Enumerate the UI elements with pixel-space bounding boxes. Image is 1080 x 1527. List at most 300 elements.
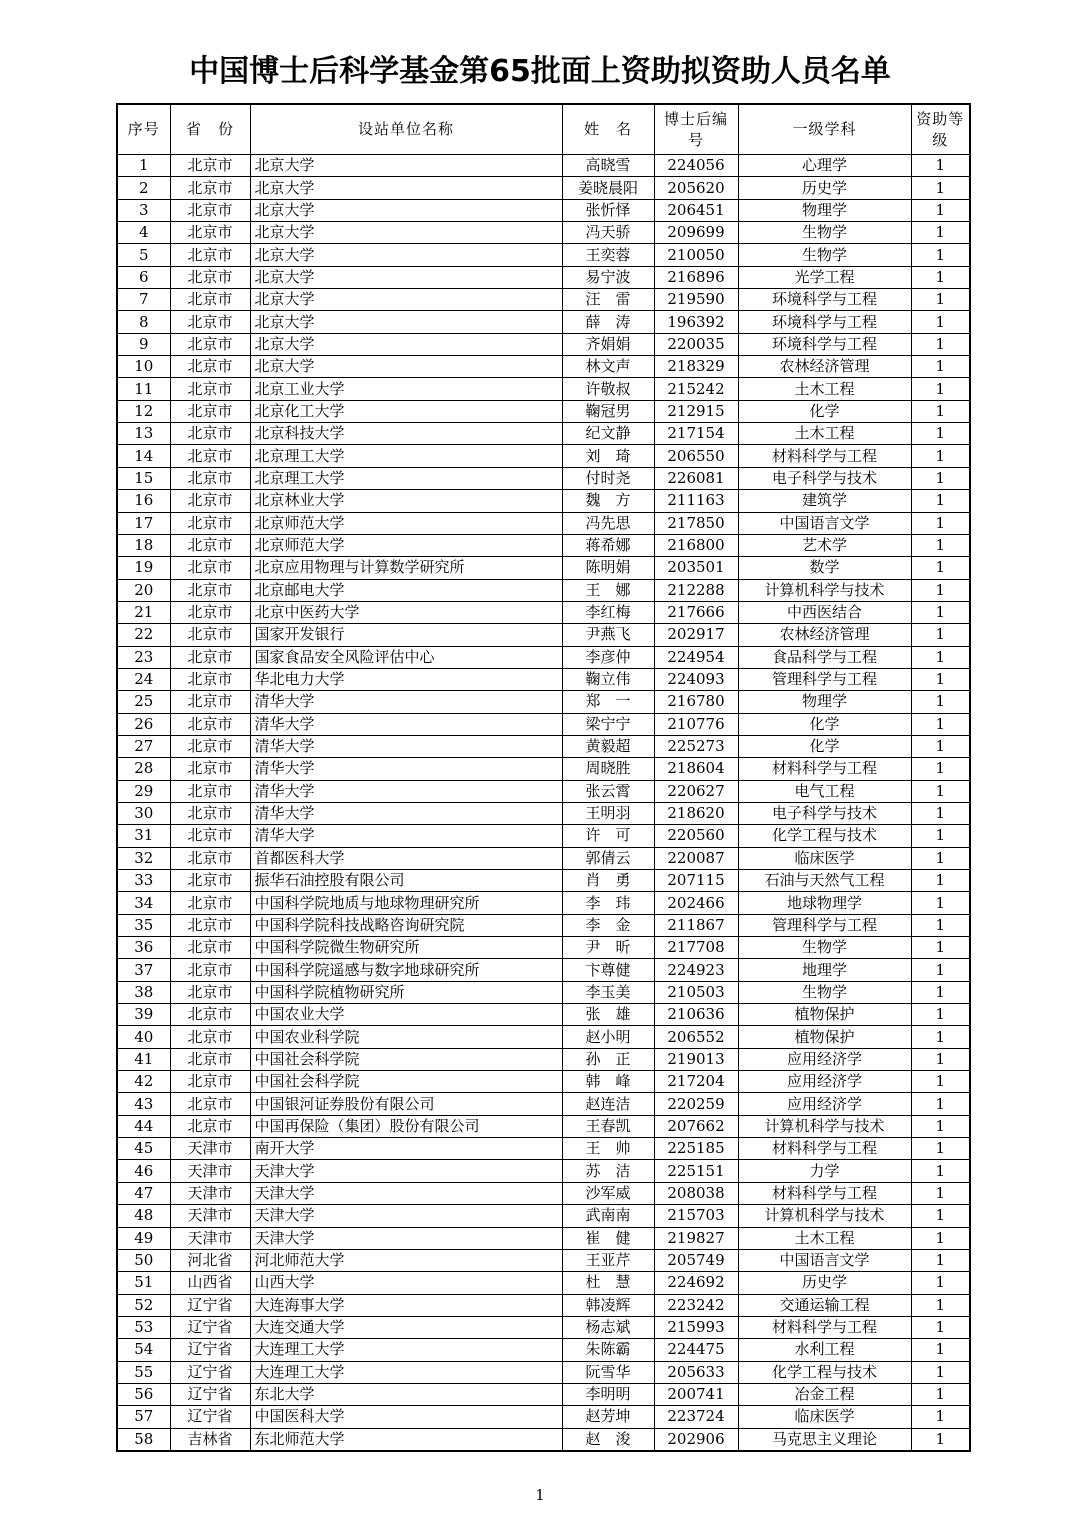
cell-name: 李彦仲 (562, 646, 654, 668)
cell-province: 北京市 (170, 534, 250, 556)
table-row (117, 177, 970, 199)
cell-index: 18 (117, 534, 170, 556)
cell-discipline: 建筑学 (738, 490, 911, 512)
cell-province: 山西省 (170, 1272, 250, 1294)
cell-index: 38 (117, 981, 170, 1003)
cell-discipline: 植物保护 (738, 1004, 911, 1026)
cell-grade: 1 (911, 155, 970, 177)
cell-discipline: 材料科学与工程 (738, 1138, 911, 1160)
cell-discipline: 应用经济学 (738, 1071, 911, 1093)
header-index: 序号 (117, 104, 170, 155)
table-row (117, 668, 970, 690)
table-row (117, 735, 970, 757)
cell-name: 蒋希娜 (562, 534, 654, 556)
table-row (117, 244, 970, 266)
cell-discipline: 应用经济学 (738, 1093, 911, 1115)
cell-name: 李 金 (562, 914, 654, 936)
cell-name: 赵小明 (562, 1026, 654, 1048)
cell-grade: 1 (911, 1160, 970, 1182)
cell-province: 北京市 (170, 467, 250, 489)
cell-grade: 1 (911, 266, 970, 288)
cell-name: 尹燕飞 (562, 624, 654, 646)
cell-index: 32 (117, 847, 170, 869)
cell-postdoc-id: 215703 (654, 1205, 738, 1227)
cell-unit: 大连海事大学 (250, 1294, 562, 1316)
cell-postdoc-id: 205749 (654, 1249, 738, 1271)
cell-grade: 1 (911, 981, 970, 1003)
cell-grade: 1 (911, 691, 970, 713)
cell-province: 北京市 (170, 311, 250, 333)
cell-postdoc-id: 217204 (654, 1071, 738, 1093)
cell-province: 北京市 (170, 937, 250, 959)
cell-postdoc-id: 210050 (654, 244, 738, 266)
cell-name: 刘 琦 (562, 445, 654, 467)
cell-unit: 河北师范大学 (250, 1249, 562, 1271)
cell-province: 北京市 (170, 378, 250, 400)
table-row (117, 512, 970, 534)
cell-postdoc-id: 219590 (654, 289, 738, 311)
cell-province: 北京市 (170, 333, 250, 355)
cell-name: 尹 昕 (562, 937, 654, 959)
cell-discipline: 历史学 (738, 1272, 911, 1294)
cell-discipline: 石油与天然气工程 (738, 870, 911, 892)
cell-name: 林文声 (562, 356, 654, 378)
cell-province: 北京市 (170, 780, 250, 802)
table-row (117, 1294, 970, 1316)
cell-grade: 1 (911, 1406, 970, 1428)
cell-province: 北京市 (170, 400, 250, 422)
cell-province: 北京市 (170, 423, 250, 445)
cell-grade: 1 (911, 467, 970, 489)
cell-name: 付时尧 (562, 467, 654, 489)
cell-postdoc-id: 215993 (654, 1316, 738, 1338)
table-row (117, 780, 970, 802)
cell-unit: 振华石油控股有限公司 (250, 870, 562, 892)
cell-grade: 1 (911, 378, 970, 400)
cell-name: 薛 涛 (562, 311, 654, 333)
cell-discipline: 物理学 (738, 199, 911, 221)
cell-province: 北京市 (170, 691, 250, 713)
table-row (117, 1093, 970, 1115)
cell-province: 北京市 (170, 244, 250, 266)
cell-province: 北京市 (170, 1048, 250, 1070)
cell-discipline: 管理科学与工程 (738, 668, 911, 690)
cell-province: 北京市 (170, 1004, 250, 1026)
cell-grade: 1 (911, 1026, 970, 1048)
cell-index: 37 (117, 959, 170, 981)
cell-unit: 清华大学 (250, 802, 562, 824)
cell-name: 肖 勇 (562, 870, 654, 892)
cell-grade: 1 (911, 1294, 970, 1316)
table-row (117, 311, 970, 333)
table-row (117, 222, 970, 244)
cell-grade: 1 (911, 668, 970, 690)
cell-grade: 1 (911, 1071, 970, 1093)
cell-province: 北京市 (170, 735, 250, 757)
cell-unit: 华北电力大学 (250, 668, 562, 690)
cell-unit: 中国科学院地质与地球物理研究所 (250, 892, 562, 914)
cell-postdoc-id: 207115 (654, 870, 738, 892)
header-unit: 设站单位名称 (250, 104, 562, 155)
cell-grade: 1 (911, 356, 970, 378)
cell-discipline: 材料科学与工程 (738, 1316, 911, 1338)
cell-index: 30 (117, 802, 170, 824)
cell-postdoc-id: 220627 (654, 780, 738, 802)
cell-discipline: 食品科学与工程 (738, 646, 911, 668)
cell-unit: 山西大学 (250, 1272, 562, 1294)
cell-province: 辽宁省 (170, 1383, 250, 1405)
cell-index: 27 (117, 735, 170, 757)
cell-discipline: 土木工程 (738, 1227, 911, 1249)
cell-name: 冯先思 (562, 512, 654, 534)
funding-roster-table (116, 103, 971, 1452)
cell-postdoc-id: 206552 (654, 1026, 738, 1048)
cell-unit: 中国农业科学院 (250, 1026, 562, 1048)
cell-index: 45 (117, 1138, 170, 1160)
cell-discipline: 心理学 (738, 155, 911, 177)
cell-postdoc-id: 225185 (654, 1138, 738, 1160)
cell-index: 26 (117, 713, 170, 735)
cell-index: 19 (117, 557, 170, 579)
cell-province: 北京市 (170, 624, 250, 646)
page-number: 1 (535, 1486, 545, 1504)
cell-province: 北京市 (170, 289, 250, 311)
cell-discipline: 数学 (738, 557, 911, 579)
cell-name: 王 娜 (562, 579, 654, 601)
table-row (117, 758, 970, 780)
cell-index: 17 (117, 512, 170, 534)
cell-province: 北京市 (170, 490, 250, 512)
cell-postdoc-id: 207662 (654, 1115, 738, 1137)
cell-unit: 北京理工大学 (250, 467, 562, 489)
table-row (117, 1249, 970, 1271)
cell-index: 24 (117, 668, 170, 690)
cell-index: 52 (117, 1294, 170, 1316)
document-title: 中国博士后科学基金第65批面上资助拟资助人员名单 (189, 54, 891, 89)
cell-grade: 1 (911, 1205, 970, 1227)
cell-postdoc-id: 216800 (654, 534, 738, 556)
cell-unit: 北京中医药大学 (250, 601, 562, 623)
cell-name: 周晓胜 (562, 758, 654, 780)
cell-postdoc-id: 202906 (654, 1428, 738, 1451)
cell-province: 河北省 (170, 1249, 250, 1271)
cell-unit: 清华大学 (250, 780, 562, 802)
cell-province: 辽宁省 (170, 1294, 250, 1316)
cell-name: 李 玮 (562, 892, 654, 914)
cell-province: 北京市 (170, 177, 250, 199)
cell-grade: 1 (911, 646, 970, 668)
cell-province: 吉林省 (170, 1428, 250, 1451)
cell-discipline: 水利工程 (738, 1339, 911, 1361)
table-row (117, 1048, 970, 1070)
header-discipline: 一级学科 (738, 104, 911, 155)
cell-name: 王明羽 (562, 802, 654, 824)
cell-unit: 中国科学院微生物研究所 (250, 937, 562, 959)
cell-discipline: 生物学 (738, 244, 911, 266)
cell-discipline: 环境科学与工程 (738, 333, 911, 355)
cell-grade: 1 (911, 445, 970, 467)
cell-discipline: 化学 (738, 735, 911, 757)
table-row (117, 378, 970, 400)
table-row (117, 1227, 970, 1249)
cell-grade: 1 (911, 601, 970, 623)
cell-grade: 1 (911, 222, 970, 244)
cell-index: 34 (117, 892, 170, 914)
cell-name: 沙军威 (562, 1182, 654, 1204)
table-row (117, 1026, 970, 1048)
cell-grade: 1 (911, 937, 970, 959)
cell-province: 北京市 (170, 1071, 250, 1093)
cell-index: 13 (117, 423, 170, 445)
cell-unit: 北京大学 (250, 333, 562, 355)
cell-discipline: 生物学 (738, 981, 911, 1003)
cell-unit: 北京师范大学 (250, 512, 562, 534)
cell-province: 北京市 (170, 356, 250, 378)
cell-postdoc-id: 216896 (654, 266, 738, 288)
cell-unit: 北京科技大学 (250, 423, 562, 445)
cell-index: 21 (117, 601, 170, 623)
cell-discipline: 土木工程 (738, 378, 911, 400)
cell-province: 天津市 (170, 1160, 250, 1182)
table-row (117, 445, 970, 467)
cell-grade: 1 (911, 579, 970, 601)
cell-name: 阮雪华 (562, 1361, 654, 1383)
cell-unit: 北京大学 (250, 356, 562, 378)
cell-grade: 1 (911, 892, 970, 914)
cell-unit: 中国科学院科技战略咨询研究院 (250, 914, 562, 936)
cell-name: 朱陈霸 (562, 1339, 654, 1361)
table-row (117, 713, 970, 735)
cell-unit: 北京应用物理与计算数学研究所 (250, 557, 562, 579)
cell-name: 黄毅超 (562, 735, 654, 757)
cell-unit: 清华大学 (250, 825, 562, 847)
cell-postdoc-id: 224692 (654, 1272, 738, 1294)
table-header-row (117, 104, 970, 155)
table-row (117, 289, 970, 311)
cell-index: 44 (117, 1115, 170, 1137)
cell-province: 北京市 (170, 668, 250, 690)
cell-province: 北京市 (170, 512, 250, 534)
cell-unit: 北京师范大学 (250, 534, 562, 556)
cell-name: 李红梅 (562, 601, 654, 623)
cell-postdoc-id: 220560 (654, 825, 738, 847)
cell-index: 25 (117, 691, 170, 713)
cell-discipline: 计算机科学与技术 (738, 1115, 911, 1137)
cell-discipline: 电子科学与技术 (738, 802, 911, 824)
cell-name: 李玉美 (562, 981, 654, 1003)
cell-discipline: 中国语言文学 (738, 1249, 911, 1271)
cell-grade: 1 (911, 199, 970, 221)
cell-name: 武南南 (562, 1205, 654, 1227)
table-row (117, 1160, 970, 1182)
cell-discipline: 地球物理学 (738, 892, 911, 914)
cell-name: 赵连洁 (562, 1093, 654, 1115)
cell-discipline: 计算机科学与技术 (738, 579, 911, 601)
cell-postdoc-id: 220259 (654, 1093, 738, 1115)
table-row (117, 802, 970, 824)
cell-unit: 北京大学 (250, 266, 562, 288)
cell-postdoc-id: 208038 (654, 1182, 738, 1204)
cell-grade: 1 (911, 1428, 970, 1451)
cell-index: 2 (117, 177, 170, 199)
cell-grade: 1 (911, 490, 970, 512)
cell-name: 陈明娟 (562, 557, 654, 579)
cell-unit: 中国医科大学 (250, 1406, 562, 1428)
cell-grade: 1 (911, 1115, 970, 1137)
cell-postdoc-id: 211867 (654, 914, 738, 936)
table-row (117, 467, 970, 489)
cell-name: 赵芳坤 (562, 1406, 654, 1428)
cell-postdoc-id: 200741 (654, 1383, 738, 1405)
cell-unit: 大连交通大学 (250, 1316, 562, 1338)
cell-discipline: 交通运输工程 (738, 1294, 911, 1316)
cell-name: 姜晓晨阳 (562, 177, 654, 199)
cell-name: 苏 洁 (562, 1160, 654, 1182)
cell-unit: 北京化工大学 (250, 400, 562, 422)
cell-index: 12 (117, 400, 170, 422)
cell-index: 48 (117, 1205, 170, 1227)
cell-province: 北京市 (170, 825, 250, 847)
cell-grade: 1 (911, 423, 970, 445)
cell-index: 4 (117, 222, 170, 244)
cell-index: 50 (117, 1249, 170, 1271)
cell-unit: 南开大学 (250, 1138, 562, 1160)
cell-index: 42 (117, 1071, 170, 1093)
cell-name: 韩 峰 (562, 1071, 654, 1093)
cell-postdoc-id: 217708 (654, 937, 738, 959)
cell-grade: 1 (911, 713, 970, 735)
cell-index: 33 (117, 870, 170, 892)
cell-province: 北京市 (170, 445, 250, 467)
cell-province: 北京市 (170, 222, 250, 244)
cell-postdoc-id: 206550 (654, 445, 738, 467)
header-name: 姓 名 (562, 104, 654, 155)
table-row (117, 534, 970, 556)
cell-index: 40 (117, 1026, 170, 1048)
cell-grade: 1 (911, 825, 970, 847)
cell-postdoc-id: 224056 (654, 155, 738, 177)
table-row (117, 1428, 970, 1451)
cell-province: 北京市 (170, 557, 250, 579)
cell-postdoc-id: 212915 (654, 400, 738, 422)
table-row (117, 847, 970, 869)
cell-postdoc-id: 210503 (654, 981, 738, 1003)
cell-unit: 天津大学 (250, 1182, 562, 1204)
cell-postdoc-id: 218620 (654, 802, 738, 824)
table-row (117, 914, 970, 936)
table-row (117, 333, 970, 355)
cell-name: 魏 方 (562, 490, 654, 512)
cell-grade: 1 (911, 847, 970, 869)
cell-grade: 1 (911, 870, 970, 892)
cell-name: 崔 健 (562, 1227, 654, 1249)
cell-unit: 中国农业大学 (250, 1004, 562, 1026)
cell-unit: 中国社会科学院 (250, 1071, 562, 1093)
table-row (117, 579, 970, 601)
table-body (117, 155, 970, 1451)
cell-discipline: 材料科学与工程 (738, 445, 911, 467)
cell-index: 22 (117, 624, 170, 646)
cell-discipline: 生物学 (738, 937, 911, 959)
cell-discipline: 马克思主义理论 (738, 1428, 911, 1451)
cell-unit: 首都医科大学 (250, 847, 562, 869)
cell-discipline: 化学工程与技术 (738, 1361, 911, 1383)
cell-grade: 1 (911, 512, 970, 534)
cell-index: 46 (117, 1160, 170, 1182)
cell-postdoc-id: 219013 (654, 1048, 738, 1070)
cell-name: 梁宁宁 (562, 713, 654, 735)
cell-postdoc-id: 212288 (654, 579, 738, 601)
cell-province: 辽宁省 (170, 1406, 250, 1428)
cell-unit: 东北师范大学 (250, 1428, 562, 1451)
cell-postdoc-id: 202466 (654, 892, 738, 914)
header-province: 省 份 (170, 104, 250, 155)
cell-index: 11 (117, 378, 170, 400)
cell-discipline: 临床医学 (738, 1406, 911, 1428)
table-row (117, 266, 970, 288)
cell-name: 张 雄 (562, 1004, 654, 1026)
cell-index: 7 (117, 289, 170, 311)
cell-index: 31 (117, 825, 170, 847)
cell-discipline: 地理学 (738, 959, 911, 981)
cell-province: 北京市 (170, 914, 250, 936)
cell-unit: 清华大学 (250, 735, 562, 757)
table-row (117, 1406, 970, 1428)
cell-name: 齐娟娟 (562, 333, 654, 355)
cell-province: 北京市 (170, 579, 250, 601)
table-row (117, 490, 970, 512)
cell-grade: 1 (911, 1004, 970, 1026)
table-row (117, 1361, 970, 1383)
cell-name: 王春凯 (562, 1115, 654, 1137)
cell-name: 鞠立伟 (562, 668, 654, 690)
cell-grade: 1 (911, 735, 970, 757)
table-row (117, 1339, 970, 1361)
cell-name: 卞尊健 (562, 959, 654, 981)
cell-grade: 1 (911, 758, 970, 780)
cell-grade: 1 (911, 1182, 970, 1204)
cell-name: 赵 浚 (562, 1428, 654, 1451)
cell-province: 北京市 (170, 758, 250, 780)
cell-province: 北京市 (170, 981, 250, 1003)
cell-discipline: 化学工程与技术 (738, 825, 911, 847)
cell-name: 许敬叔 (562, 378, 654, 400)
cell-name: 李明明 (562, 1383, 654, 1405)
cell-name: 杜 慧 (562, 1272, 654, 1294)
cell-unit: 北京邮电大学 (250, 579, 562, 601)
cell-province: 北京市 (170, 1026, 250, 1048)
cell-grade: 1 (911, 177, 970, 199)
table-row (117, 624, 970, 646)
cell-discipline: 农林经济管理 (738, 624, 911, 646)
table-row (117, 557, 970, 579)
cell-unit: 中国科学院植物研究所 (250, 981, 562, 1003)
cell-grade: 1 (911, 534, 970, 556)
cell-index: 49 (117, 1227, 170, 1249)
cell-postdoc-id: 205620 (654, 177, 738, 199)
cell-discipline: 农林经济管理 (738, 356, 911, 378)
cell-name: 孙 正 (562, 1048, 654, 1070)
table-row (117, 1071, 970, 1093)
cell-postdoc-id: 220087 (654, 847, 738, 869)
table-row (117, 199, 970, 221)
table-row (117, 1182, 970, 1204)
cell-unit: 天津大学 (250, 1205, 562, 1227)
cell-grade: 1 (911, 333, 970, 355)
cell-name: 许 可 (562, 825, 654, 847)
table-row (117, 601, 970, 623)
cell-discipline: 材料科学与工程 (738, 1182, 911, 1204)
